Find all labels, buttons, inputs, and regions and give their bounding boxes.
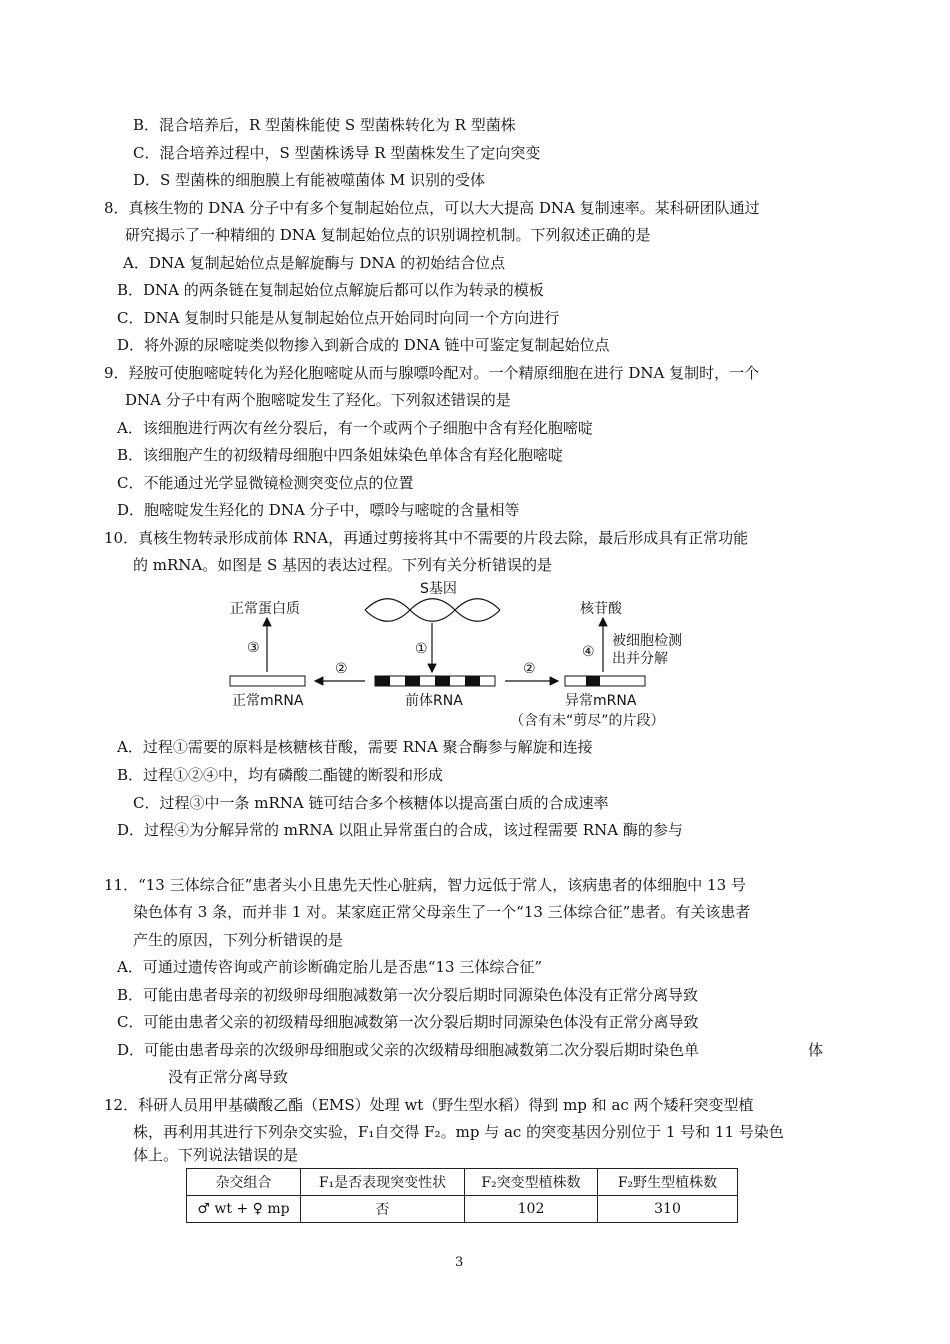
dna-strand-2 (365, 599, 500, 622)
abnormal-mrna-label: 异常mRNA (565, 693, 637, 709)
q9-option-b: B．该细胞产生的初级精母细胞中四条姐妹染色单体含有羟化胞嘧啶 (117, 446, 564, 464)
detect-label-line2: 出并分解 (612, 651, 668, 667)
s-gene-expression-diagram (220, 575, 720, 735)
q8-stem-line1: 8．真核生物的 DNA 分子中有多个复制起始位点，可以大大提高 DNA 复制速率。某科研团队通过 (104, 199, 760, 217)
normal-protein-label: 正常蛋白质 (230, 601, 300, 617)
q11-option-d-line2: 没有正常分离导致 (168, 1068, 289, 1086)
page-number: 3 (455, 1255, 464, 1270)
q8-stem-line2: 研究揭示了一种精细的 DNA 复制起始位点的识别调控机制。下列叙述正确的是 (125, 226, 651, 244)
q9-stem-line1: 9．羟胺可使胞嘧啶转化为羟化胞嘧啶从而与腺嘌呤配对。一个精原细胞在进行 DNA 复制时，一个 (104, 364, 760, 382)
q8-option-c: C．DNA 复制时只能是从复制起始位点开始同时向同一个方向进行 (117, 309, 560, 327)
abnormal-mrna-bar (565, 676, 645, 686)
table-header-cell: F₂野生型植株数 (598, 1169, 738, 1196)
q10-option-a: A．过程①需要的原料是核糖核苷酸，需要 RNA 聚合酶参与解旋和连接 (117, 738, 593, 756)
pre-rna-label: 前体RNA (405, 693, 463, 709)
process-1-label: ① (415, 641, 428, 657)
normal-mrna-bar (230, 676, 305, 686)
process-3-label: ③ (247, 640, 260, 656)
normal-mrna-label: 正常mRNA (232, 693, 304, 709)
q7-option-c: C．混合培养过程中，S 型菌株诱导 R 型菌株发生了定向突变 (133, 144, 541, 162)
process-4-label: ④ (582, 644, 595, 660)
table-header-cell: F₂突变型植株数 (465, 1169, 598, 1196)
detect-label-line1: 被细胞检测 (612, 633, 682, 649)
q12-stem-line2: 株，再利用其进行下列杂交实验，F₁自交得 F₂。mp 与 ac 的突变基因分别位于 1 号和 11 号染色 (133, 1123, 784, 1141)
q7-option-b: B．混合培养后，R 型菌株能使 S 型菌株转化为 R 型菌株 (133, 116, 516, 134)
q9-option-d: D．胞嘧啶发生羟化的 DNA 分子中，嘌呤与嘧啶的含量相等 (117, 501, 520, 519)
q11-option-b: B．可能由患者母亲的初级卵母细胞减数第一次分裂后期时同源染色体没有正常分离导致 (117, 986, 699, 1004)
q8-option-b: B．DNA 的两条链在复制起始位点解旋后都可以作为转录的模板 (117, 281, 544, 299)
table-row (187, 1196, 738, 1223)
q8-option-a: A．DNA 复制起始位点是解旋酶与 DNA 的初始结合位点 (123, 254, 506, 272)
pre-rna-bar (375, 676, 495, 686)
dna-strand-1 (365, 599, 500, 622)
q7-option-d: D．S 型菌株的细胞膜上有能被噬菌体 M 识别的受体 (133, 171, 485, 189)
q11-stem-line3: 产生的原因，下列分析错误的是 (133, 931, 344, 949)
q10-option-d: D．过程④为分解异常的 mRNA 以阻止异常蛋白的合成，该过程需要 RNA 酶的参与 (117, 821, 683, 839)
process-2-right-label: ② (523, 661, 536, 677)
q10-option-b: B．过程①②④中，均有磷酸二酯键的断裂和形成 (117, 766, 444, 784)
q10-option-c: C．过程③中一条 mRNA 链可结合多个核糖体以提高蛋白质的合成速率 (133, 794, 609, 812)
q11-option-d-line1: D．可能由患者母亲的次级卵母细胞或父亲的次级精母细胞减数第二次分裂后期时染色单 (117, 1041, 700, 1059)
q8-option-d: D．将外源的尿嘧啶类似物掺入到新合成的 DNA 链中可鉴定复制起始位点 (117, 336, 610, 354)
table-cell: 310 (598, 1196, 738, 1223)
q12-stem-line3: 体上。下列说法错误的是 (133, 1146, 299, 1164)
q9-option-a: A．该细胞进行两次有丝分裂后，有一个或两个子细胞中含有羟化胞嘧啶 (117, 419, 593, 437)
q11-stem-line2: 染色体有 3 条，而并非 1 对。某家庭正常父母亲生了一个“13 三体综合征”患者。有关该患者 (133, 903, 751, 921)
table-header-cell: 杂交组合 (187, 1169, 301, 1196)
table-header-cell: F₁是否表现突变性状 (301, 1169, 465, 1196)
s-gene-label: S基因 (420, 581, 457, 597)
q11-option-a: A．可通过遗传咨询或产前诊断确定胎儿是否患“13 三体综合征” (117, 958, 543, 976)
table-cell: ♂ wt + ♀ mp (187, 1196, 301, 1223)
q9-stem-line2: DNA 分子中有两个胞嘧啶发生了羟化。下列叙述错误的是 (125, 391, 511, 409)
table-cell: 否 (301, 1196, 465, 1223)
q10-stem-line2: 的 mRNA。如图是 S 基因的表达过程。下列有关分析错误的是 (133, 556, 553, 574)
q11-option-c: C．可能由患者父亲的初级精母细胞减数第一次分裂后期时同源染色体没有正常分离导致 (117, 1013, 699, 1031)
abnormal-mrna-note: （含有未“剪尽”的片段） (510, 713, 665, 729)
q11-stem-line1: 11．“13 三体综合征”患者头小且患先天性心脏病，智力远低于常人，该病患者的体细胞中 13 号 (104, 876, 746, 894)
cross-experiment-table (186, 1168, 738, 1223)
process-2-left-label: ② (335, 661, 348, 677)
q11-option-d-line1-end: 体 (808, 1041, 824, 1059)
q12-stem-line1: 12．科研人员用甲基磺酸乙酯（EMS）处理 wt（野生型水稻）得到 mp 和 ac 两个矮秆突变型植 (104, 1096, 754, 1114)
nucleotide-label: 核苷酸 (580, 601, 622, 617)
q10-stem-line1: 10．真核生物转录形成前体 RNA，再通过剪接将其中不需要的片段去除，最后形成具有正常功能 (104, 529, 749, 547)
q9-option-c: C．不能通过光学显微镜检测突变位点的位置 (117, 474, 414, 492)
table-header-row (187, 1169, 738, 1196)
table-cell: 102 (465, 1196, 598, 1223)
